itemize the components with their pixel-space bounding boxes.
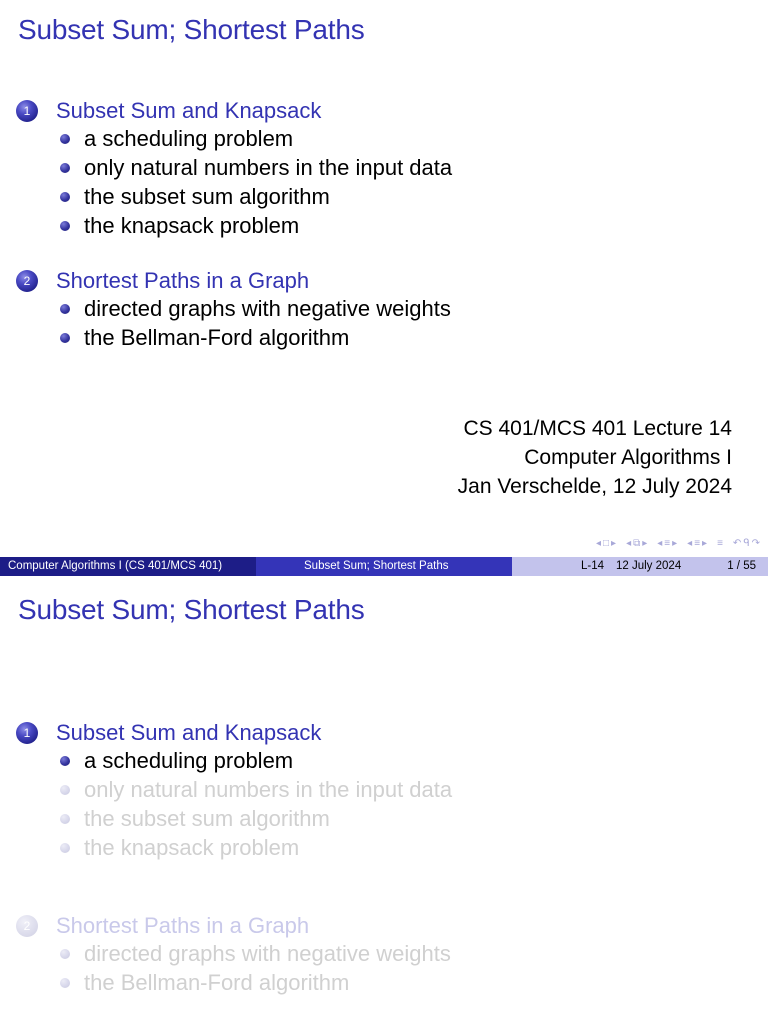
subsection-label: directed graphs with negative weights: [84, 940, 451, 966]
subsection-item[interactable]: [60, 804, 768, 833]
toc-section-2[interactable]: [16, 913, 768, 997]
byline-author-date: Jan Verschelde, 12 July 2024: [457, 475, 732, 498]
section-number-ball: 2: [16, 270, 38, 292]
toc-section-1[interactable]: [16, 98, 768, 240]
nav-section-icon[interactable]: ≡: [664, 537, 671, 549]
section-label[interactable]: Subset Sum and Knapsack: [56, 98, 322, 123]
bullet-icon: [60, 785, 70, 795]
nav-next-part-icon[interactable]: ▸: [702, 537, 708, 549]
subsection-label: the Bellman-Ford algorithm: [84, 969, 350, 995]
byline-title: Computer Algorithms I: [524, 446, 732, 469]
footer-page-number: 1 / 55: [727, 560, 756, 572]
nav-prev-subsection-icon[interactable]: ◂: [626, 537, 632, 549]
subsection-label: a scheduling problem: [84, 125, 294, 151]
nav-next-section-icon[interactable]: ▸: [672, 537, 678, 549]
bullet-icon: [60, 163, 70, 173]
subsection-list: [16, 939, 768, 997]
subsection-item-current[interactable]: [60, 746, 768, 775]
nav-search-icon[interactable]: ᑫ: [743, 537, 750, 549]
slide-2: [0, 576, 768, 1024]
toc-section-1[interactable]: [16, 720, 768, 862]
nav-align-icon[interactable]: ≡: [717, 537, 723, 549]
nav-frame-icon[interactable]: □: [602, 537, 610, 549]
nav-part-icon[interactable]: ≡: [694, 537, 701, 549]
nav-subsection-icon[interactable]: ⧉: [633, 537, 641, 549]
toc-section-2[interactable]: [16, 268, 768, 352]
nav-forward-icon[interactable]: ↷: [751, 537, 760, 549]
byline-course: CS 401/MCS 401 Lecture 14: [463, 417, 732, 440]
nav-next-frame-icon[interactable]: ▸: [611, 537, 617, 549]
subsection-label: the knapsack problem: [84, 834, 300, 860]
bullet-icon: [60, 192, 70, 202]
slide-title: Subset Sum; Shortest Paths: [18, 14, 365, 45]
slide-title: Subset Sum; Shortest Paths: [18, 594, 365, 625]
footer-topic: Subset Sum; Shortest Paths: [256, 557, 512, 576]
slide-footer: [0, 557, 768, 576]
footer-right: [512, 557, 768, 576]
bullet-icon: [60, 134, 70, 144]
section-label[interactable]: Shortest Paths in a Graph: [56, 913, 310, 938]
subsection-item[interactable]: [60, 775, 768, 804]
nav-prev-frame-icon[interactable]: ◂: [595, 537, 601, 549]
subsection-label: the subset sum algorithm: [84, 805, 330, 831]
subsection-item[interactable]: [60, 323, 768, 352]
subsection-item[interactable]: [60, 211, 768, 240]
section-number-ball: 1: [16, 722, 38, 744]
section-label[interactable]: Shortest Paths in a Graph: [56, 268, 310, 293]
table-of-contents: [16, 720, 768, 997]
section-label[interactable]: Subset Sum and Knapsack: [56, 720, 322, 745]
subsection-item[interactable]: [60, 833, 768, 862]
bullet-icon: [60, 756, 70, 766]
subsection-label: the Bellman-Ford algorithm: [84, 324, 350, 350]
section-number-ball: 1: [16, 100, 38, 122]
nav-next-subsection-icon[interactable]: ▸: [642, 537, 648, 549]
bullet-icon: [60, 949, 70, 959]
bullet-icon: [60, 304, 70, 314]
subsection-item[interactable]: [60, 294, 768, 323]
bullet-icon: [60, 333, 70, 343]
subsection-item[interactable]: [60, 153, 768, 182]
nav-prev-part-icon[interactable]: ◂: [687, 537, 693, 549]
subsection-list: [16, 124, 768, 240]
subsection-item[interactable]: [60, 124, 768, 153]
subsection-label: the knapsack problem: [84, 212, 300, 238]
subsection-list: [16, 294, 768, 352]
subsection-label: a scheduling problem: [84, 747, 294, 773]
subsection-item[interactable]: [60, 182, 768, 211]
section-number-ball: 2: [16, 915, 38, 937]
bullet-icon: [60, 843, 70, 853]
table-of-contents: [16, 98, 768, 352]
nav-prev-section-icon[interactable]: ◂: [657, 537, 663, 549]
subsection-list: [16, 746, 768, 862]
subsection-label: only natural numbers in the input data: [84, 776, 453, 802]
subsection-item[interactable]: [60, 939, 768, 968]
subsection-label: the subset sum algorithm: [84, 183, 330, 209]
lecture-byline: [458, 414, 732, 501]
subsection-label: only natural numbers in the input data: [84, 154, 453, 180]
bullet-icon: [60, 978, 70, 988]
bullet-icon: [60, 814, 70, 824]
bullet-icon: [60, 221, 70, 231]
footer-lecture: L-14: [580, 560, 604, 572]
subsection-label: directed graphs with negative weights: [84, 295, 451, 321]
beamer-navigation-symbols: [596, 536, 760, 550]
footer-course: Computer Algorithms I (CS 401/MCS 401): [0, 557, 256, 576]
footer-date: 12 July 2024: [616, 560, 682, 572]
nav-back-icon[interactable]: ↶: [732, 537, 742, 549]
subsection-item[interactable]: [60, 968, 768, 997]
